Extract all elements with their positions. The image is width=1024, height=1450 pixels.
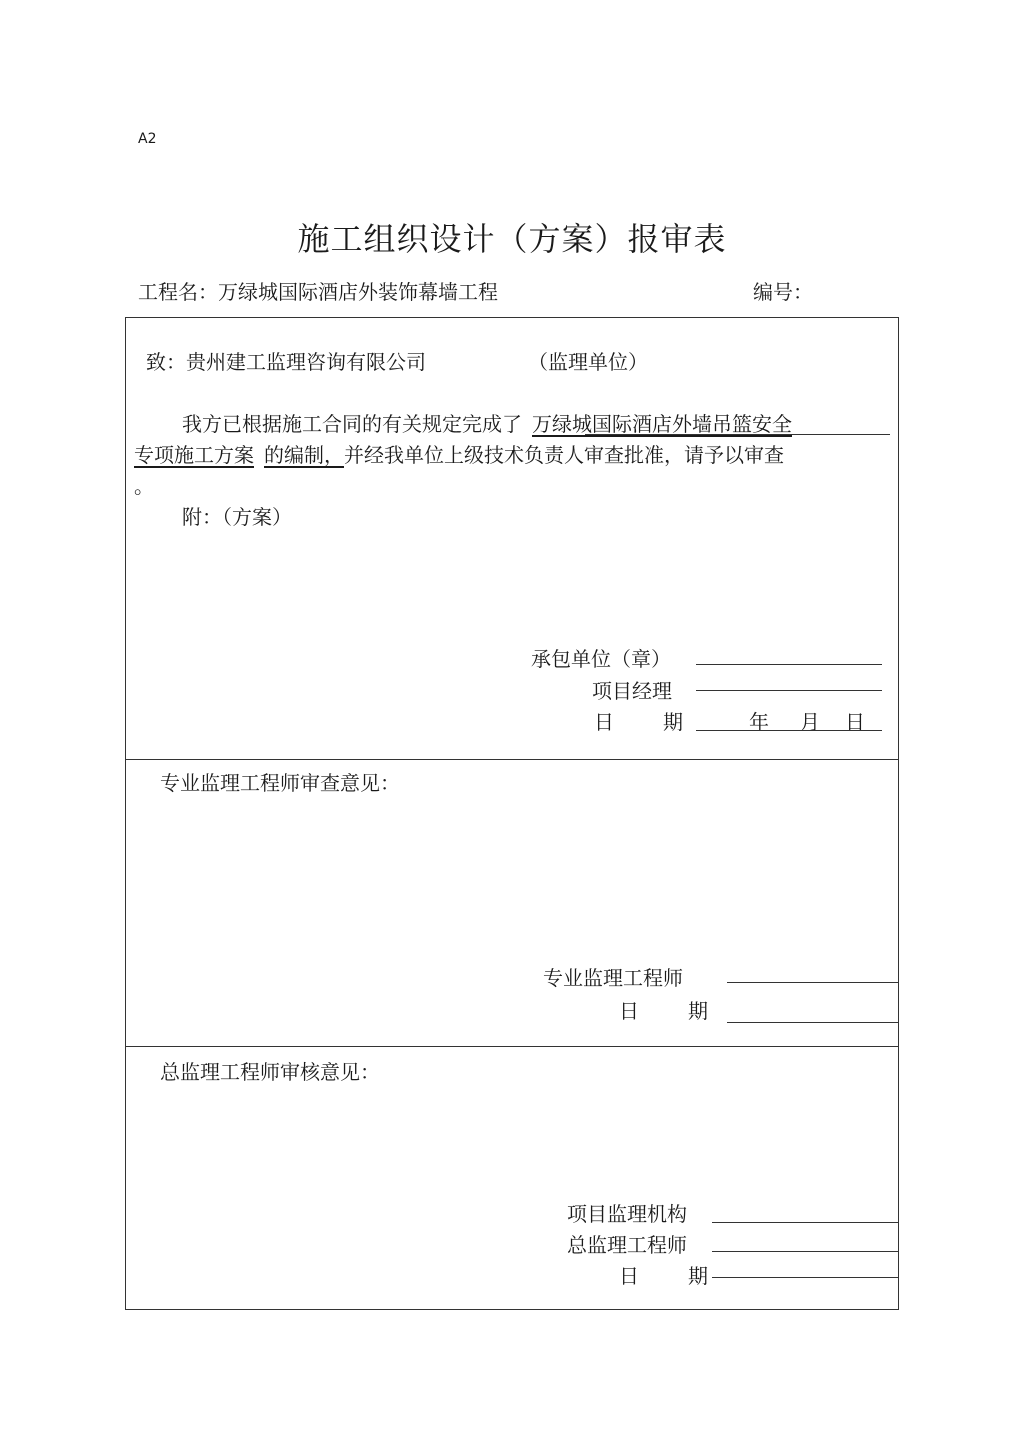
body-line-3: 。 <box>134 474 154 498</box>
section-divider <box>125 759 899 760</box>
date-line <box>727 1022 899 1023</box>
chief-signature-line <box>712 1251 899 1252</box>
body-text: 并经我单位上级技术负责人审查批准，请予以审查 <box>344 443 784 467</box>
date-label-b: 期 <box>663 710 683 734</box>
contractor-signature-line <box>696 664 882 665</box>
supervisor-review-heading: 专业监理工程师审查意见： <box>160 771 400 795</box>
supervision-org-label: 项目监理机构 <box>567 1202 687 1226</box>
project-name-row <box>138 276 498 305</box>
date-year: 年 <box>749 710 769 734</box>
contractor-label: 承包单位（章） <box>531 647 671 671</box>
to-label: 致： <box>146 350 186 374</box>
addressee-role: （监理单位） <box>528 350 648 374</box>
project-label: 工程名： <box>138 280 218 304</box>
date-line <box>712 1277 899 1278</box>
project-manager-label: 项目经理 <box>592 679 672 703</box>
chief-review-heading: 总监理工程师审核意见： <box>160 1060 380 1084</box>
date-label-a: 日 <box>619 1264 639 1288</box>
body-line-1 <box>182 408 792 437</box>
body-line-2 <box>134 439 784 468</box>
project-name: 万绿城国际酒店外装饰幕墙工程 <box>218 280 498 304</box>
date-line <box>696 730 882 731</box>
date-label-a: 日 <box>619 999 639 1023</box>
section-divider <box>125 1046 899 1047</box>
org-signature-line <box>712 1222 899 1223</box>
plan-name-part2: 专项施工方案 <box>134 443 254 467</box>
engineer-signature-line <box>727 982 899 983</box>
date-label-b: 期 <box>688 1264 708 1288</box>
date-day: 日 <box>845 710 865 734</box>
date-label-b: 期 <box>688 999 708 1023</box>
attachment-label: 附：（方案） <box>182 505 292 529</box>
addressee-org: 贵州建工监理咨询有限公司 <box>186 350 426 374</box>
plan-name-part3: 的编制， <box>264 443 344 467</box>
chief-engineer-label: 总监理工程师 <box>567 1233 687 1257</box>
date-month: 月 <box>800 710 820 734</box>
page-title: 施工组织设计（方案）报审表 <box>297 220 727 258</box>
serial-number-label: 编号： <box>753 280 813 304</box>
addressee-row <box>146 346 426 375</box>
plan-name-underline <box>585 434 890 435</box>
date-label-a: 日 <box>594 710 614 734</box>
body-text: 我方已根据施工合同的有关规定完成了 <box>182 412 522 436</box>
form-code: A2 <box>138 131 157 147</box>
manager-signature-line <box>696 690 882 691</box>
plan-name-part1: 万绿城国际酒店外墙吊篮安全 <box>532 412 792 436</box>
engineer-label: 专业监理工程师 <box>543 966 683 990</box>
